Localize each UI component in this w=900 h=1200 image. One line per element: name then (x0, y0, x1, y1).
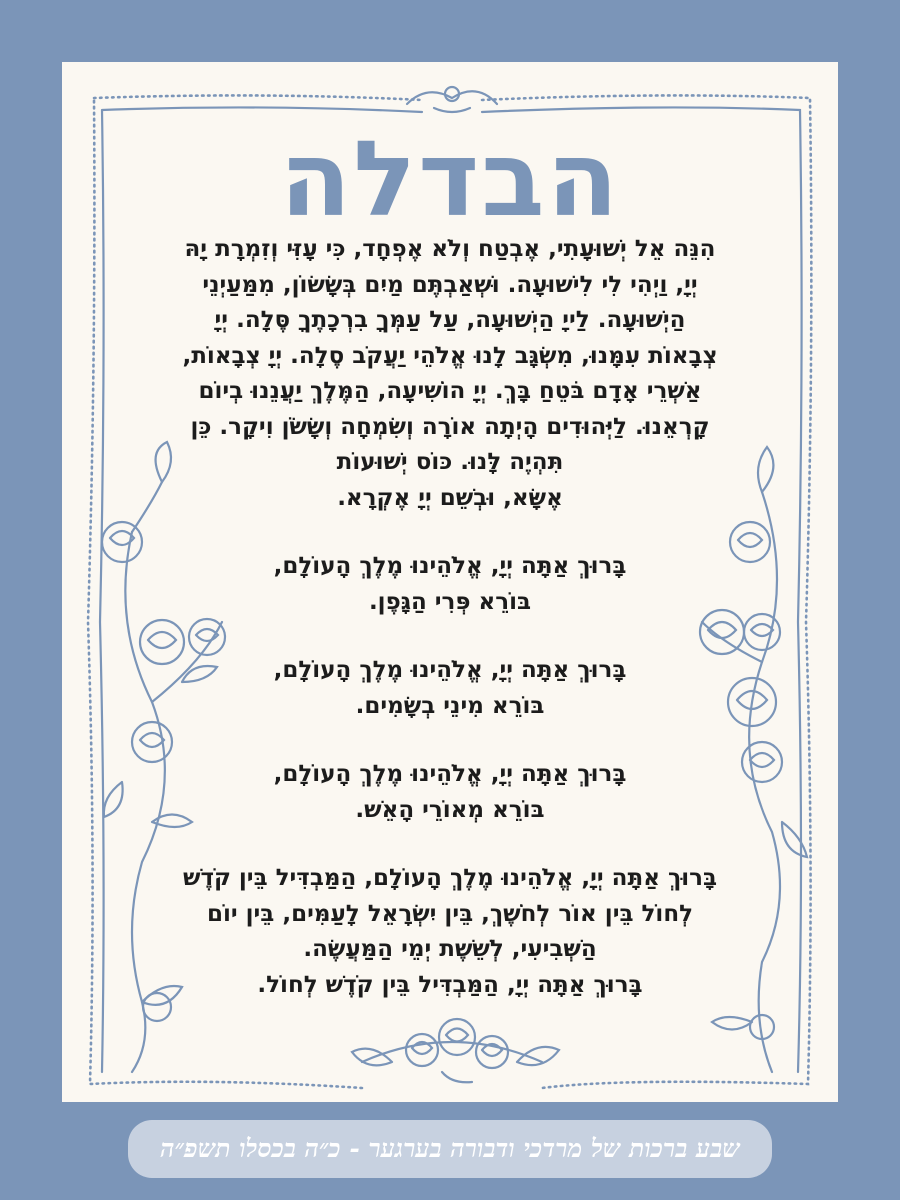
text-line: בָּרוּךְ אַתָּה יְיָ, אֱלֹהֵינוּ מֶלֶךְ הָעוֹלָם, (273, 657, 627, 683)
intro-verses (142, 232, 758, 516)
text-line: אֶשָּׂא, וּבְשֵׁם יְיָ אֶקְרָא. (337, 484, 563, 511)
text-line: יְיָ, וַיְהִי לִי לִישׁוּעָה. וּשְׁאַבְתֶּם מַיִם בְּשָׂשׂוֹן, מִמַּעַיְנֵי (202, 271, 698, 298)
text-line: בּוֹרֵא פְּרִי הַגָּפֶן. (368, 588, 532, 615)
text-line: לְחוֹל בֵּין אוֹר לְחֹשֶׁךְ, בֵּין יִשְׂרָאֵל לָעַמִּים, בֵּין יוֹם (206, 900, 694, 927)
text-line: בּוֹרֵא מִינֵי בְשָׂמִים. (355, 692, 545, 719)
text-line: בּוֹרֵא מְאוֹרֵי הָאֵשׁ. (355, 796, 545, 823)
bottom-bouquet-icon (352, 1019, 559, 1082)
blessing-card (62, 62, 838, 1102)
text-line: צְבָאוֹת עִמָּנוּ, מִשְׂגָּב לָנוּ אֱלֹהֵי יַעֲקֹב סֶלָה. יְיָ צְבָאוֹת, (182, 342, 718, 369)
blessing-fire (142, 757, 758, 828)
footer-bar (128, 1120, 772, 1178)
text-line: בָּרוּךְ אַתָּה יְיָ, אֱלֹהֵינוּ מֶלֶךְ הָעוֹלָם, הַמַּבְדִּיל בֵּין קֹדֶשׁ (183, 865, 717, 891)
havdalah-text (142, 232, 758, 1003)
text-line: קָרְאֵנוּ. לַיְּהוּדִים הָיְתָה אוֹרָה וְשִׂמְחָה וְשָׂשֹׂן וִיקָר. כֵּן (190, 413, 710, 440)
text-line: תִּהְיֶה לָּנוּ. כּוֹס יְשׁוּעוֹת (336, 449, 564, 475)
blessing-spices (142, 653, 758, 724)
page-title: הבדלה (279, 118, 621, 240)
text-line: בָּרוּךְ אַתָּה יְיָ, אֱלֹהֵינוּ מֶלֶךְ הָעוֹלָם, (273, 553, 627, 579)
text-line: אַשְׁרֵי אָדָם בֹּטֵחַ בָּךְ. יְיָ הוֹשִׁיעָה, הַמֶּלֶךְ יַעֲנֵנוּ בְיוֹם (198, 378, 702, 404)
text-line: הַיְשׁוּעָה. לַייָ הַיְשׁוּעָה, עַל עַמְּךָ בִרְכָתֶךָ סֶּלָה. יְיָ (214, 307, 686, 333)
text-line: בָּרוּךְ אַתָּה יְיָ, הַמַּבְדִּיל בֵּין קֹדֶשׁ לְחוֹל. (257, 971, 643, 998)
footer-dedication: שבע ברכות של מרדכי ודבורה בערגער - כ״ה בכסלו תשפ״ה (160, 1134, 740, 1163)
text-line: בָּרוּךְ אַתָּה יְיָ, אֱלֹהֵינוּ מֶלֶךְ הָעוֹלָם, (273, 761, 627, 787)
text-line: הַשְּׁבִיעִי, לְשֵׁשֶׁת יְמֵי הַמַּעֲשֶׂה. (303, 936, 597, 962)
blessing-havdalah (142, 861, 758, 1003)
text-line: הִנֵּה אֵל יְשׁוּעָתִי, אֶבְטַח וְלֹא אֶפְחָד, כִּי עָזִּי וְזִמְרָת יָהּ (184, 236, 716, 262)
blessing-wine (142, 549, 758, 620)
